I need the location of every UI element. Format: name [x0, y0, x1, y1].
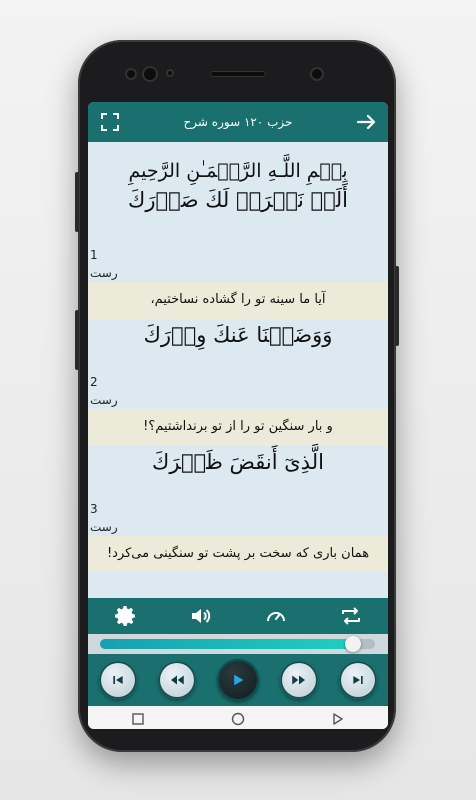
arabic-verse[interactable]: الَّذِیٓ أَنقَضَ ظَهۡرَكَ: [152, 449, 324, 474]
verse-meta: [88, 496, 388, 536]
verse-meta: [88, 369, 388, 409]
volume-icon[interactable]: [189, 604, 213, 628]
verse-number: 1: [90, 248, 98, 262]
app-header: [88, 102, 388, 142]
verse-translation[interactable]: آیا ما سینه تو را گشاده نساختیم،: [88, 282, 388, 319]
rewind-icon: [168, 671, 186, 689]
verse-translation[interactable]: همان باری که سخت بر پشت تو سنگینی می‌کرد!: [88, 536, 388, 573]
skip-next-icon: [350, 672, 366, 688]
verse-status: رست: [90, 519, 118, 534]
verse-status: رست: [90, 266, 118, 280]
app-screen: [88, 102, 388, 729]
verse-meta: [88, 242, 388, 282]
verse-item: [88, 319, 388, 446]
play-button[interactable]: [217, 659, 259, 701]
settings-icon[interactable]: [114, 604, 138, 628]
skip-previous-button[interactable]: [99, 661, 137, 699]
arabic-verse[interactable]: وَوَضَعۡنَا عَنكَ وِزۡرَكَ: [143, 322, 333, 347]
verse-item: [88, 184, 388, 319]
page-title: حزب ۱۲۰ سوره شرح: [183, 115, 293, 129]
skip-previous-icon: [110, 672, 126, 688]
recents-icon[interactable]: [131, 711, 145, 725]
seek-bar[interactable]: [88, 634, 388, 654]
player-controls: [88, 654, 388, 706]
fast-forward-icon: [290, 671, 308, 689]
verse-translation[interactable]: و بار سنگین تو را از تو برنداشتیم؟!: [88, 409, 388, 446]
seek-progress: [100, 639, 353, 649]
control-toolbar: [88, 598, 388, 634]
home-icon[interactable]: [231, 711, 245, 725]
verse-number: 3: [90, 501, 98, 516]
verse-list[interactable]: [88, 142, 388, 598]
power-button: [395, 266, 399, 346]
volume-rocker: [75, 172, 79, 232]
rewind-button[interactable]: [158, 661, 196, 699]
iris-sensor: [166, 69, 174, 77]
arabic-verse[interactable]: أَلَمۡ نَشۡرَحۡ لَكَ صَدۡرَكَ: [128, 188, 348, 212]
back-icon[interactable]: [331, 711, 345, 725]
seek-handle[interactable]: [345, 636, 361, 652]
back-arrow-icon[interactable]: [354, 110, 378, 134]
fast-forward-button[interactable]: [280, 661, 318, 699]
seek-track[interactable]: [100, 639, 375, 649]
front-camera: [142, 66, 158, 82]
system-nav-bar: [88, 706, 388, 729]
phone-top-bezel: [78, 40, 396, 100]
verse-item: [88, 446, 388, 573]
bixby-button: [75, 310, 79, 370]
selfie-camera: [310, 67, 324, 81]
fullscreen-icon[interactable]: [98, 110, 122, 134]
repeat-icon[interactable]: [339, 604, 363, 628]
speed-icon[interactable]: [264, 604, 288, 628]
verse-status: رست: [90, 392, 118, 407]
verse-number: 2: [90, 374, 98, 389]
earpiece-speaker: [210, 71, 266, 77]
proximity-sensor: [125, 68, 137, 80]
basmala: بِسۡمِ اللَّـهِ الرَّحۡمَـٰنِ الرَّحِيمِ: [128, 160, 348, 182]
play-icon: [229, 671, 247, 689]
skip-next-button[interactable]: [339, 661, 377, 699]
